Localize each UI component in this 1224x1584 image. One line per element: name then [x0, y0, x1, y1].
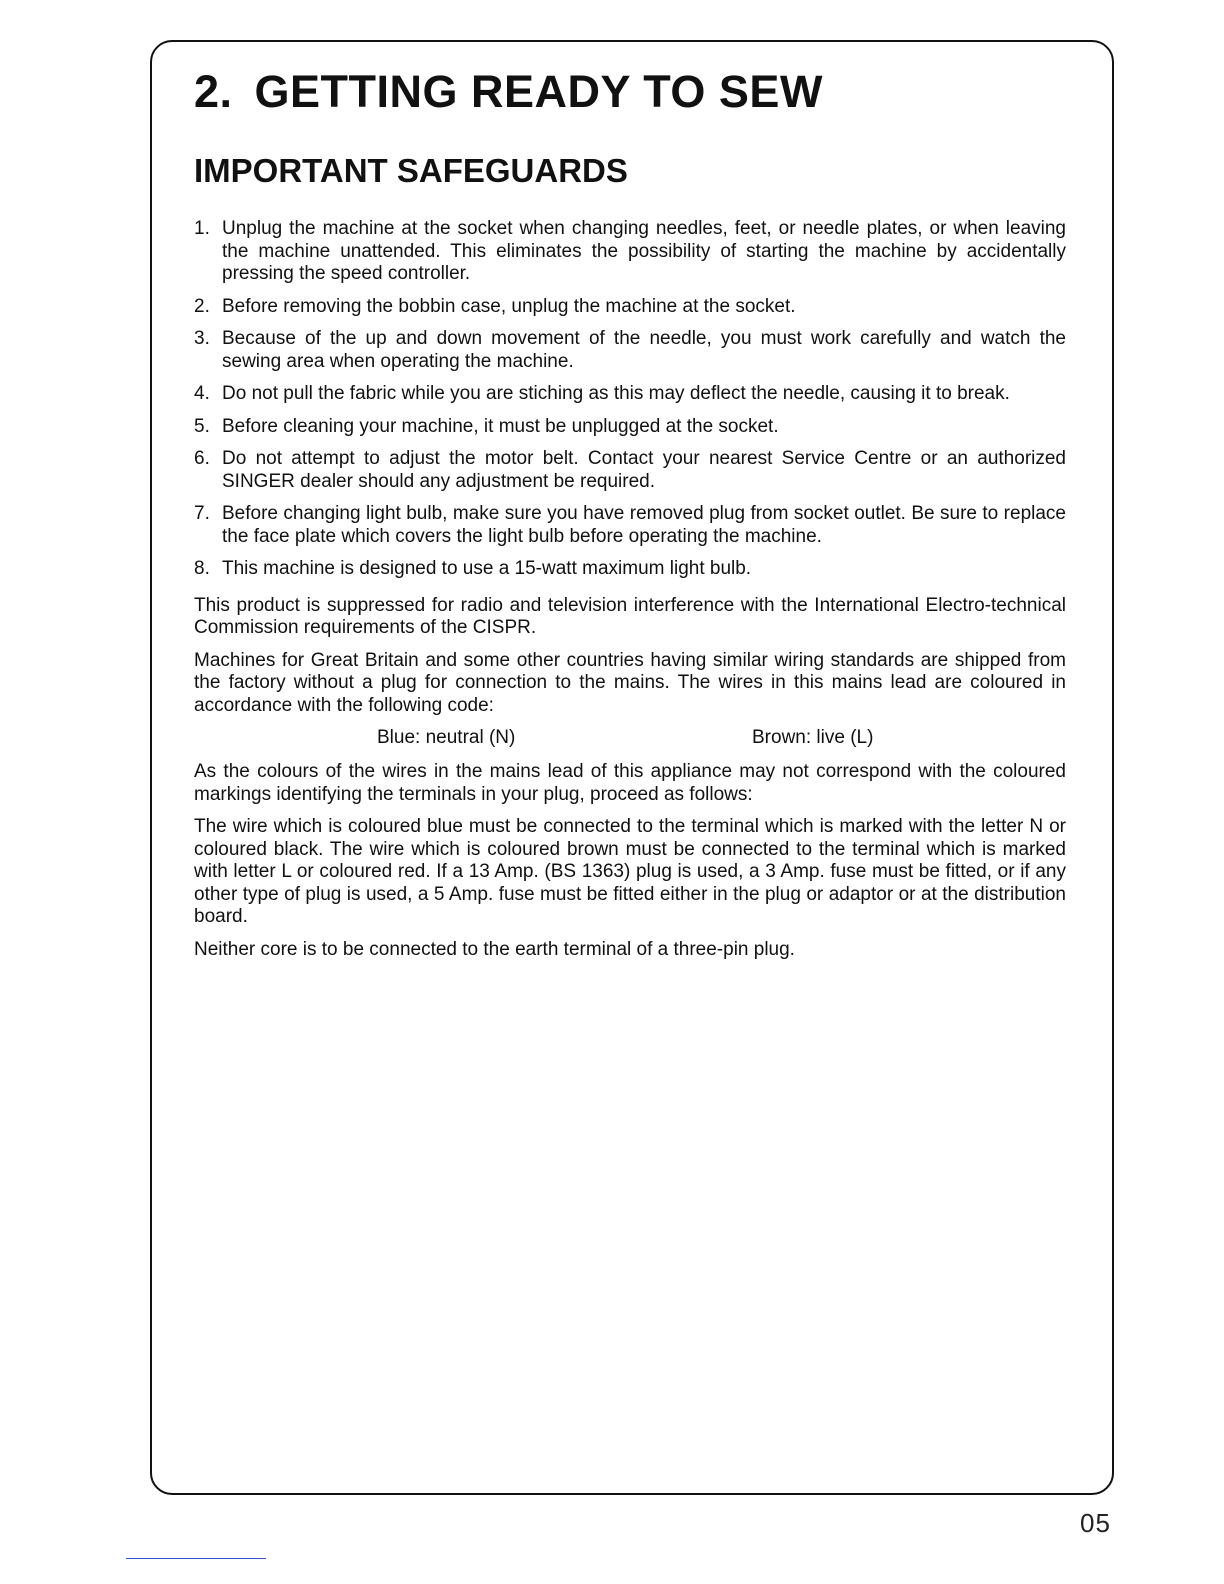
chapter-heading — [194, 66, 1066, 118]
item-number: 3. — [194, 328, 210, 349]
section-title: IMPORTANT SAFEGUARDS — [194, 152, 628, 189]
connection-paragraph: The wire which is coloured blue must be connected to the terminal which is marked with the letter N or coloured black. The wire which is coloured brown must be connected to the terminal which is marked with letter L or coloured red. If a 13 Amp. (BS 1363) plug is used, a 3 Amp. fuse must be fitted, or if any other type of plug is used, a 5 Amp. fuse must be fitted either in the plug or adaptor or at the distribution board. — [194, 816, 1066, 927]
wiring-paragraph: Machines for Great Britain and some other countries having similar wiring standards are shipped from the factory without a plug for connection to the mains. The wires in this mains lead are coloured in accordance with the following code: — [194, 649, 1066, 716]
page-number: 05 — [1080, 1508, 1111, 1538]
item-text: Before changing light bulb, make sure you have removed plug from socket outlet. Be sure to replace the face plate which covers the light bulb before operating the machine. — [222, 503, 1066, 547]
list-item — [194, 218, 1066, 286]
list-item — [194, 383, 1066, 406]
item-number: 7. — [194, 503, 210, 524]
item-text: Do not attempt to adjust the motor belt. Contact your nearest Service Centre or an authorized SINGER dealer should any adjustment be required. — [222, 448, 1066, 492]
list-item — [194, 416, 1066, 439]
colours-note-paragraph: As the colours of the wires in the mains lead of this appliance may not correspond with the coloured markings identifying the terminals in your plug, proceed as follows: — [194, 761, 1066, 805]
suppression-paragraph: This product is suppressed for radio and television interference with the International Electro-technical Commission requirements of the CISPR. — [194, 594, 1066, 638]
page-content — [194, 66, 1066, 971]
chapter-number: 2. — [194, 66, 233, 117]
item-text: Before removing the bobbin case, unplug the machine at the socket. — [222, 295, 796, 317]
item-text: This machine is designed to use a 15-watt maximum light bulb. — [222, 558, 752, 579]
chapter-title: GETTING READY TO SEW — [254, 66, 823, 117]
list-item — [194, 503, 1066, 548]
item-text: Do not pull the fabric while you are stiching as this may deflect the needle, causing it to break. — [222, 383, 1010, 404]
item-number: 4. — [194, 383, 210, 404]
item-text: Before cleaning your machine, it must be unplugged at the socket. — [222, 415, 779, 437]
item-number: 5. — [194, 415, 210, 437]
item-text: Because of the up and down movement of the needle, you must work carefully and watch the sewing area when operating the machine. — [222, 328, 1066, 372]
list-item — [194, 296, 1066, 319]
blue-wire-code: Blue: neutral (N) — [377, 727, 516, 748]
safeguards-list — [194, 218, 1066, 581]
brown-wire-code: Brown: live (L) — [752, 727, 874, 748]
item-number: 2. — [194, 295, 210, 317]
wire-colour-code — [194, 727, 1066, 751]
item-number: 6. — [194, 448, 210, 469]
item-text: Unplug the machine at the socket when changing needles, feet, or needle plates, or when leaving the machine unattended. This eliminates the possibility of starting the machine by accidentally pressing the speed controller. — [222, 218, 1066, 284]
list-item — [194, 558, 1066, 581]
footer-rule — [126, 1558, 266, 1559]
earth-paragraph: Neither core is to be connected to the earth terminal of a three-pin plug. — [194, 938, 795, 960]
list-item — [194, 448, 1066, 493]
list-item — [194, 328, 1066, 373]
item-number: 8. — [194, 558, 210, 579]
item-number: 1. — [194, 218, 210, 239]
